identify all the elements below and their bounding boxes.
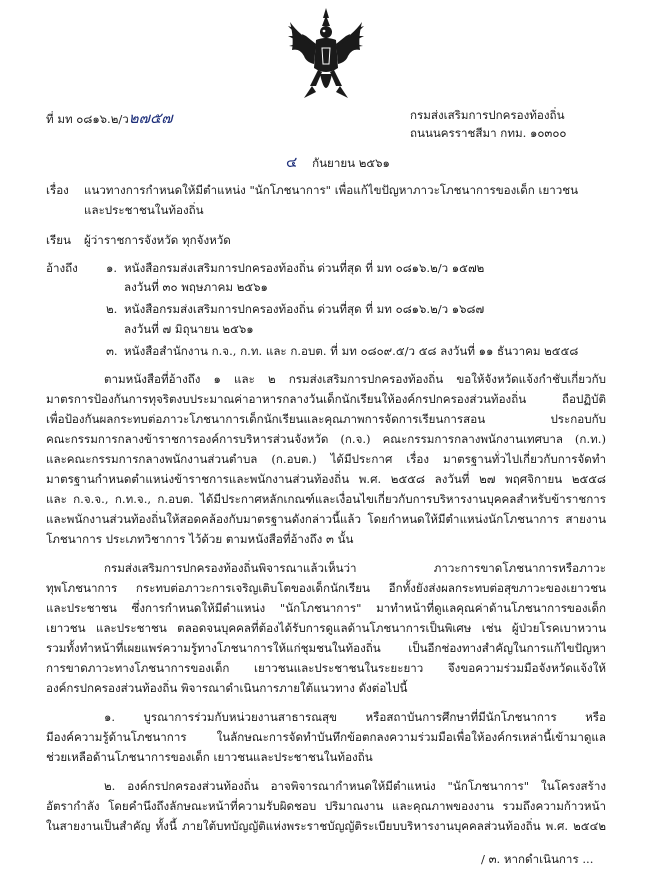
item-1-line-1: ๑. บูรณาการร่วมกับหน่วยงานสาธารณสุข หรือสถาบันการศึกษาที่มีนักโภชนาการ หรือ (104, 710, 606, 724)
subject-line-2: และประชาชนในท้องถิ่น (84, 203, 204, 217)
subject-line-1: แนวทางการกำหนดให้มีตำแหน่ง "นักโภชนาการ" เพื่อแก้ไขปัญหาภาวะโภชนาการของเด็ก เยาวชน (84, 183, 579, 197)
reference-1-line-2: ลงวันที่ ๓๐ พฤษภาคม ๒๕๖๑ (124, 280, 268, 294)
paragraph-2-line-2: ทุพโภชนาการ กระทบต่อภาวะการเจริญเติบโตของเด็กนักเรียน อีกทั้งยังส่งผลกระทบต่อสุขภาวะของเยาวชน (46, 581, 606, 595)
reference-3-line-1: หนังสือสำนักงาน ก.จ., ก.ท. และ ก.อบต. ที่ มท ๐๘๐๙.๕/ว ๕๘ ลงวันที่ ๑๑ ธันวาคม ๒๕๕๘ (124, 344, 579, 358)
reference-number (46, 111, 173, 126)
paragraph-1-line-2: มาตรการป้องกันการทุจริตงบประมาณค่าอาหารกลางวันเด็กนักเรียนให้องค์กรปกครองส่วนท้องถิ่น ถือปฏิบัติ (46, 392, 606, 406)
paragraph-2-line-5: รวมทั้งทำหน้าที่เผยแพร่ความรู้ทางโภชนาการให้แก่ชุมชนในท้องถิ่น เป็นอีกช่องทางสำคัญในการแก้ไขปัญหา (46, 641, 606, 655)
paragraph-1-line-5: และคณะกรรมการกลางพนักงานส่วนตำบล (ก.อบต.) ได้มีประกาศ เรื่อง มาตรฐานทั่วไปเกี่ยวกับการจัดทำ (46, 452, 606, 466)
paragraph-2-line-1: กรมส่งเสริมการปกครองท้องถิ่นพิจารณาแล้วเห็นว่า ภาวะการขาดโภชนาการหรือภาวะ (104, 561, 606, 575)
to-label: เรียน (46, 233, 71, 247)
paragraph-1-line-9: โภชนาการ ประเภทวิชาการ ไว้ด้วย ตามหนังสือที่อ้างถึง ๓ นั้น (46, 532, 354, 546)
document-date (286, 155, 390, 170)
item-2-line-3: ในสายงานเป็นสำคัญ ทั้งนี้ ภายใต้บทบัญญัติแห่งพระราชบัญญัติระเบียบบริหารงานบุคคลส่วนท้องถิ่น พ.ศ. ๒๕๔๒ (46, 819, 606, 833)
reference-number-prefix: ที่ มท ๐๘๑๖.๒/ว (46, 112, 129, 126)
subject-label: เรื่อง (46, 183, 69, 197)
item-2-line-1: ๒. องค์กรปกครองส่วนท้องถิ่น อาจพิจารณากำหนดให้มีตำแหน่ง "นักโภชนาการ" ในโครงสร้าง (104, 779, 606, 793)
garuda-emblem-icon (286, 6, 366, 104)
date-month-year: กันยายน ๒๕๖๑ (312, 156, 390, 170)
paragraph-2-line-6: การขาดภาวะทางโภชนาการของเด็ก เยาวชนและประชาชนในระยะยาว จึงขอความร่วมมือจังหวัดแจ้งให้ (46, 661, 606, 675)
paragraph-1-line-1: ตามหนังสือที่อ้างถึง ๑ และ ๒ กรมส่งเสริมการปกครองท้องถิ่น ขอให้จังหวัดแจ้งกำชับเกี่ยวกับ (104, 372, 606, 386)
department-address: ถนนนครราชสีมา กทม. ๑๐๓๐๐ (410, 126, 567, 140)
reference-1-number: ๑. (106, 261, 118, 275)
paragraph-2-line-3: และประชาชน ซึ่งการกำหนดให้มีตำแหน่ง "นักโภชนาการ" มาทำหน้าที่ดูแลคุณค่าด้านโภชนาการของเด็ก (46, 601, 606, 615)
references-label: อ้างถึง (46, 261, 78, 275)
page-continuation: / ๓. หากดำเนินการ ... (481, 852, 594, 866)
reference-2-line-1: หนังสือกรมส่งเสริมการปกครองท้องถิ่น ด่วนที่สุด ที่ มท ๐๘๑๖.๒/ว ๑๖๘๗ (124, 302, 485, 316)
reference-3-number: ๓. (106, 344, 118, 358)
paragraph-1-line-7: และ ก.จ.จ., ก.ท.จ., ก.อบต. ได้มีประกาศหลักเกณฑ์และเงื่อนไขเกี่ยวกับการบริหารงานบุคคลสำหรับข้าราชการ (46, 492, 606, 506)
reference-2-number: ๒. (106, 302, 118, 316)
paragraph-1-line-4: คณะกรรมการกลางข้าราชการองค์การบริหารส่วนจังหวัด (ก.จ.) คณะกรรมการกลางพนักงานเทศบาล (ก.ท.) (46, 432, 606, 446)
date-day-handwritten: ๔ (286, 153, 298, 171)
paragraph-1-line-6: มาตรฐานกำหนดตำแหน่งข้าราชการและพนักงานส่วนท้องถิ่น พ.ศ. ๒๕๕๘ ลงวันที่ ๒๗ พฤศจิกายน ๒๕๕๘ (46, 472, 606, 486)
item-1-line-2: มีองค์ความรู้ด้านโภชนาการ ในลักษณะการจัดทำบันทึกข้อตกลงความร่วมมือเพื่อให้องค์กรเหล่านี้เข้ามาดูแล (46, 730, 606, 744)
reference-2-line-2: ลงวันที่ ๗ มิถุนายน ๒๕๖๑ (124, 322, 254, 336)
paragraph-1-line-8: และพนักงานส่วนท้องถิ่นให้สอดคล้องกับมาตรฐานดังกล่าวนี้แล้ว โดยกำหนดให้มีตำแหน่งนักโภชนาการ สายงาน (46, 512, 606, 526)
item-2-line-2: อัตรากำลัง โดยคำนึงถึงลักษณะหน้าที่ความรับผิดชอบ ปริมาณงาน และคุณภาพของงาน รวมถึงความก้าวหน้า (46, 799, 606, 813)
paragraph-2-line-4: เยาวชน และประชาชน ตลอดจนบุคคลที่ต้องได้รับการดูแลด้านโภชนาการเป็นพิเศษ เช่น ผู้ป่วยโรคเบาหวาน (46, 621, 606, 635)
reference-number-handwritten: ๒๗๕๗ (128, 109, 173, 127)
to-recipient: ผู้ว่าราชการจังหวัด ทุกจังหวัด (84, 233, 231, 247)
paragraph-2-line-7: องค์กรปกครองส่วนท้องถิ่น พิจารณาดำเนินการภายใต้แนวทาง ดังต่อไปนี้ (46, 681, 408, 695)
department-name: กรมส่งเสริมการปกครองท้องถิ่น (410, 108, 565, 122)
reference-1-line-1: หนังสือกรมส่งเสริมการปกครองท้องถิ่น ด่วนที่สุด ที่ มท ๐๘๑๖.๒/ว ๑๕๗๒ (124, 261, 485, 275)
paragraph-1-line-3: เพื่อป้องกันผลกระทบต่อภาวะโภชนาการเด็กนักเรียนและคุณภาพการจัดการเรียนการสอน ประกอบกับ (46, 412, 606, 426)
item-1-line-3: ช่วยเหลือด้านโภชนาการของเด็ก เยาวชนและประชาชนในท้องถิ่น (46, 750, 373, 764)
